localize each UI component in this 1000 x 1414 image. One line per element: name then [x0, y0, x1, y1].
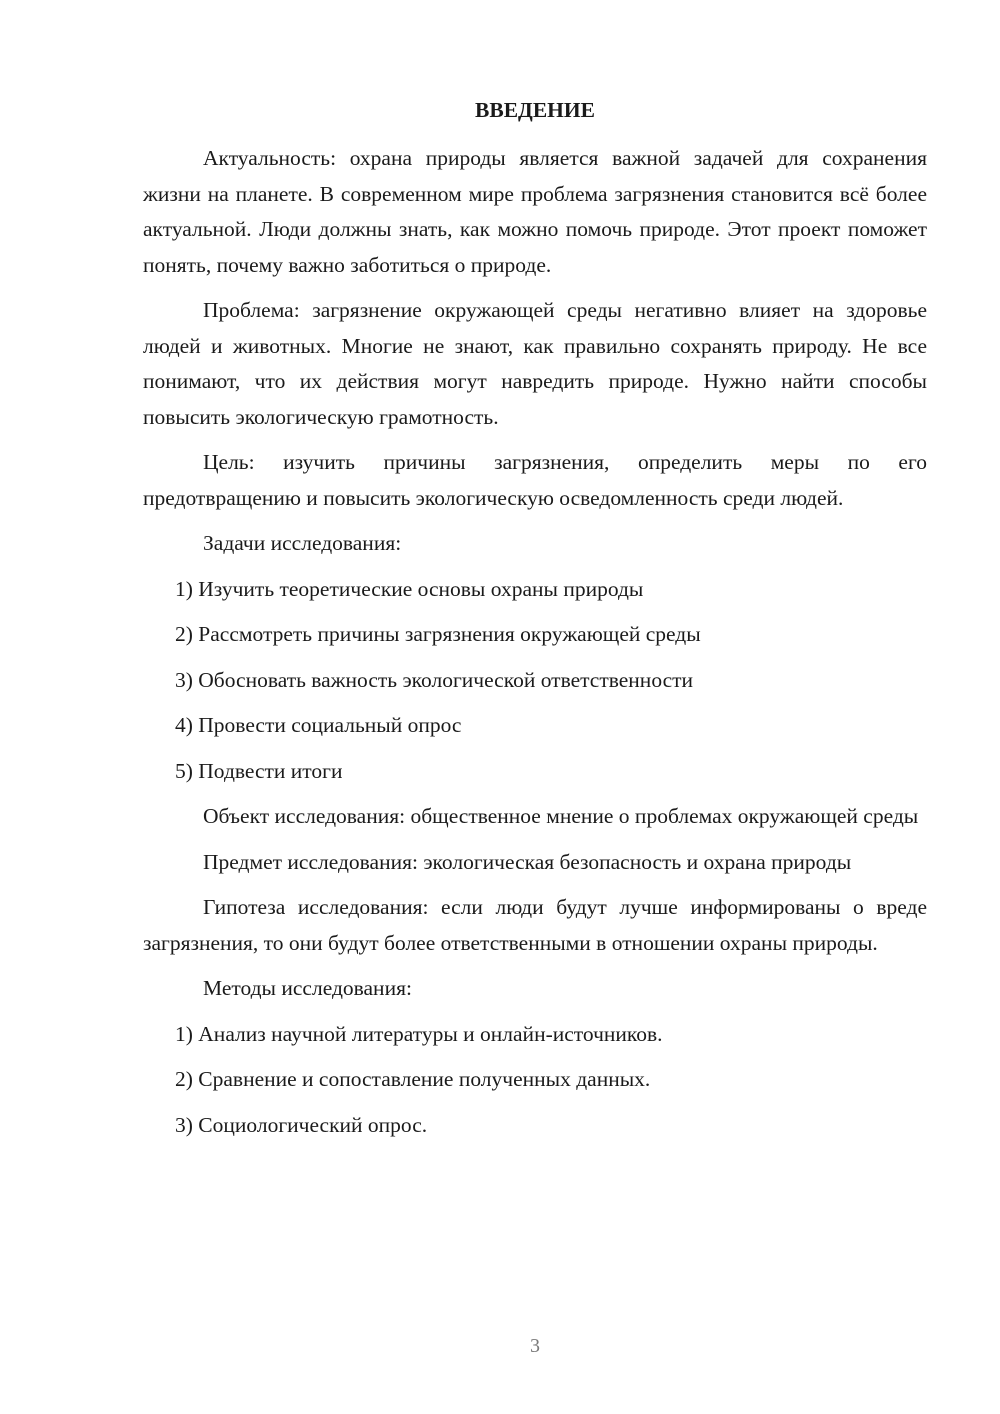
subject-paragraph: Предмет исследования: экологическая безопасность и охрана природы	[203, 849, 852, 874]
tasks-heading: Задачи исследования:	[203, 531, 402, 555]
method-item: 1) Анализ научной литературы и онлайн-источников.	[175, 1021, 663, 1046]
tasks-list	[143, 572, 927, 790]
task-item: 3) Обосновать важность экологической ответственности	[175, 667, 694, 692]
method-item: 3) Социологический опрос.	[175, 1112, 428, 1137]
task-item: 4) Провести социальный опрос	[175, 713, 462, 737]
hypothesis-paragraph: Гипотеза исследования: если люди будут лучше информированы о вреде загрязнения, то они будут более ответственными в отношении охраны природы.	[143, 895, 927, 955]
goal-paragraph: Цель: изучить причины загрязнения, определить меры по его предотвращению и повысить экологическую осведомленность среди людей.	[143, 450, 927, 510]
methods-heading: Методы исследования:	[203, 976, 412, 1000]
task-item: 1) Изучить теоретические основы охраны природы	[175, 576, 644, 601]
page-content	[143, 93, 927, 1153]
page-number: 3	[530, 1335, 540, 1357]
problem-paragraph: Проблема: загрязнение окружающей среды негативно влияет на здоровье людей и животных. Многие не знают, как правильно сохранять природу. Не все понимают, что их действия могут навредить природе. Нужно найти способы повысить экологическую грамотность.	[143, 298, 927, 429]
page-title: ВВЕДЕНИЕ	[475, 98, 595, 122]
task-item: 2) Рассмотреть причины загрязнения окружающей среды	[175, 622, 701, 646]
object-paragraph: Объект исследования: общественное мнение о проблемах окружающей среды	[203, 804, 919, 828]
method-item: 2) Сравнение и сопоставление полученных данных.	[175, 1067, 651, 1091]
methods-list	[143, 1017, 927, 1144]
relevance-paragraph: Актуальность: охрана природы является важной задачей для сохранения жизни на планете. В современном мире проблема загрязнения становится всё более актуальной. Люди должны знать, как можно помочь природе. Этот проект поможет понять, почему важно заботиться о природе.	[143, 146, 927, 277]
task-item: 5) Подвести итоги	[175, 758, 343, 783]
